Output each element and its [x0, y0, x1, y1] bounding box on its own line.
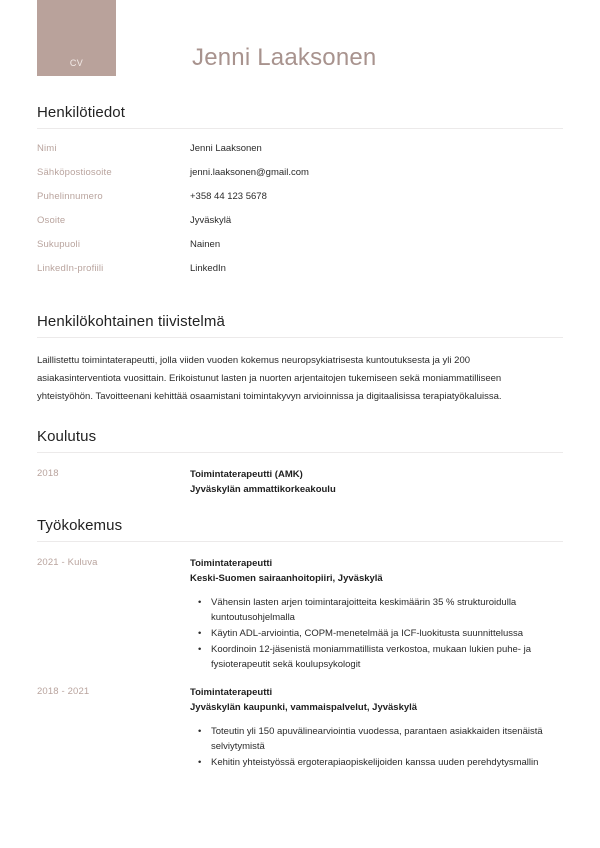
detail-label-gender: Sukupuoli [37, 239, 81, 250]
experience-entry-date: 2021 - Kuluva [37, 557, 98, 568]
detail-value-linkedin[interactable]: LinkedIn [190, 263, 226, 274]
section-divider [37, 128, 563, 129]
section-title-summary: Henkilökohtainen tiivistelmä [37, 313, 225, 330]
section-summary [37, 313, 563, 406]
list-item: • Vähensin lasten arjen toimintarajoitteita keskimäärin 35 % strukturoidulla kuntoutusohjelmalla [190, 595, 560, 625]
detail-row [37, 167, 563, 191]
page-title: Jenni Laaksonen [192, 44, 377, 71]
section-title-experience: Työkokemus [37, 517, 123, 534]
detail-row [37, 191, 563, 215]
cv-header [37, 0, 563, 100]
section-title-personal-details: Henkilötiedot [37, 104, 126, 121]
experience-entry-date: 2018 - 2021 [37, 686, 90, 697]
list-item: • Käytin ADL-arviointia, COPM-menetelmää ja ICF-luokitusta suunnittelussa [190, 626, 560, 641]
list-item: • Koordinoin 12-jäsenistä moniammatillista verkostoa, mukaan lukien puhe- ja fysioterapeutit sekä koulupsykologit [190, 642, 560, 672]
experience-entry [37, 685, 563, 771]
section-personal-details [37, 104, 563, 287]
summary-text: Laillistettu toimintaterapeutti, jolla viiden vuoden kokemus neuropsykiatrisesta kuntoutuksesta ja yli 200 asiakasinterventiota vuosittain. Erikoistunut lasten ja nuorten arjentaitojen tukemiseen sekä moniammatilliseen yhteistyöhön. Tavoitteenani kehittää osaamistani toimintakyvyn arvioinnissa ja digitaalisissa terapiatyökaluissa. [37, 355, 502, 402]
detail-label-linkedin: LinkedIn-profiili [37, 263, 104, 274]
detail-label-phone: Puhelinnumero [37, 191, 103, 202]
cv-photo-placeholder [37, 0, 116, 76]
section-divider [37, 452, 563, 453]
detail-value-name: Jenni Laaksonen [190, 143, 262, 154]
experience-entry-title: Toimintaterapeutti [190, 558, 273, 569]
detail-row [37, 263, 563, 287]
experience-entry-body [190, 685, 563, 771]
list-item: • Kehitin yhteistyössä ergoterapiaopiskelijoiden kanssa uuden perehdytysmallin [190, 755, 560, 770]
experience-entry [37, 556, 563, 673]
detail-value-gender: Nainen [190, 239, 221, 250]
section-divider [37, 337, 563, 338]
education-entry-date: 2018 [37, 468, 59, 479]
detail-row [37, 239, 563, 263]
detail-label-name: Nimi [37, 143, 57, 154]
experience-entry-title: Toimintaterapeutti [190, 687, 273, 698]
detail-label-address: Osoite [37, 215, 66, 226]
detail-value-address: Jyväskylä [190, 215, 232, 226]
section-education [37, 428, 563, 497]
education-entry [37, 467, 563, 497]
list-item: • Toteutin yli 150 apuvälinearviointia vuodessa, parantaen asiakkaiden itsenäistä selviytymistä [190, 724, 560, 754]
education-entry-title: Toimintaterapeutti (AMK) [190, 469, 303, 480]
education-entry-organization: Jyväskylän ammattikorkeakoulu [190, 484, 336, 495]
experience-entry-bullets [190, 724, 563, 770]
detail-value-email: jenni.laaksonen@gmail.com [190, 167, 309, 178]
detail-label-email: Sähköpostiosoite [37, 167, 112, 178]
experience-entry-bullets [190, 595, 563, 672]
section-title-education: Koulutus [37, 428, 97, 445]
section-divider [37, 541, 563, 542]
experience-entry-organization: Jyväskylän kaupunki, vammaispalvelut, Jyväskylä [190, 702, 418, 713]
detail-row [37, 143, 563, 167]
detail-row [37, 215, 563, 239]
education-entry-body [190, 467, 563, 497]
experience-entry-body [190, 556, 563, 673]
section-experience [37, 517, 563, 771]
detail-value-phone: +358 44 123 5678 [190, 191, 267, 202]
cv-badge-label: CV [69, 58, 84, 68]
experience-entry-organization: Keski-Suomen sairaanhoitopiiri, Jyväskylä [190, 573, 383, 584]
